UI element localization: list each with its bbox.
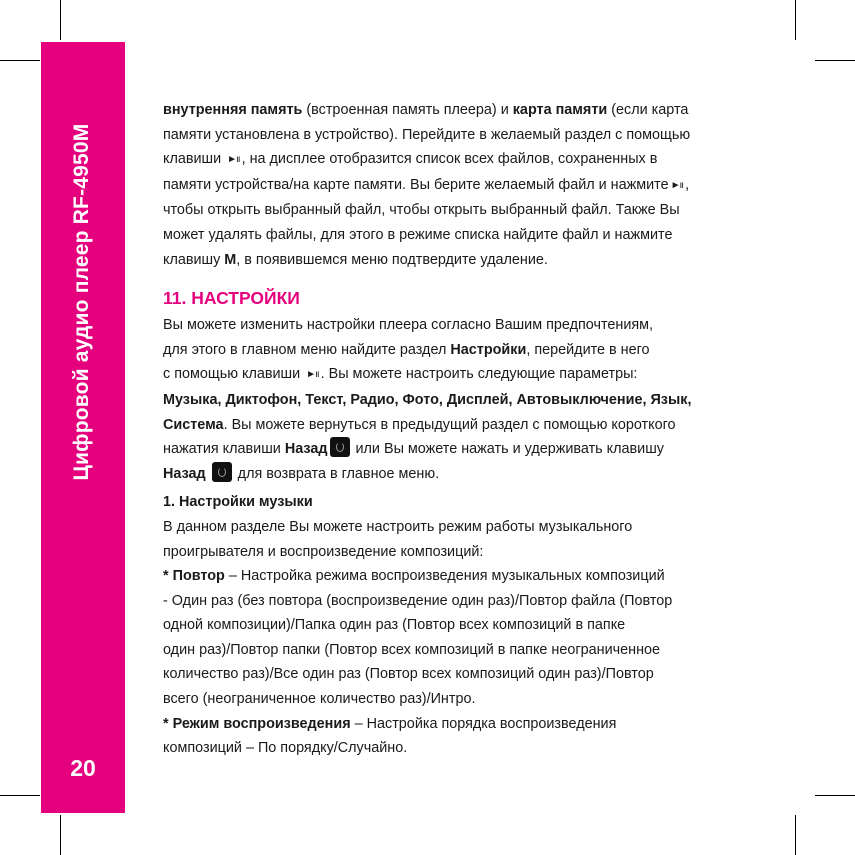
music-line: всего (неограниченное количество раз)/Интро. [163, 691, 476, 708]
page-number: 20 [70, 755, 96, 781]
text-span: . Вы можете настроить следующие параметры: [320, 366, 638, 383]
text-span: . Вы можете вернуться в предыдущий раздел с помощью короткого [223, 416, 676, 433]
internal-memory-term: внутренняя память [163, 102, 303, 118]
crop-mark [0, 60, 40, 61]
text-span: для этого в главном меню найдите раздел [163, 341, 451, 358]
intro-line: памяти установлена в устройство). Перейдите в желаемый раздел с помощью [163, 126, 691, 143]
text-span: , в появившемся меню подтвердите удаление. [236, 251, 548, 268]
settings-line [163, 437, 763, 462]
settings-line [163, 362, 763, 388]
text-span: с помощью клавиши [163, 366, 305, 383]
intro-line: может удалять файлы, для этого в режиме списка найдите файл и нажмите [163, 226, 673, 243]
intro-line [163, 173, 763, 199]
text-span: – Настройка режима воспроизведения музыкальных композиций [224, 568, 665, 585]
page-content [163, 98, 763, 761]
settings-line [163, 413, 763, 438]
settings-heading: 11. НАСТРОЙКИ [163, 288, 300, 309]
back-icon [330, 437, 350, 457]
music-line: проигрывателя и воспроизведение композиций: [163, 543, 484, 560]
text-span: , [685, 176, 690, 193]
back-term: Назад [284, 441, 328, 458]
settings-line [163, 462, 763, 487]
music-line: композиций – По порядку/Случайно. [163, 740, 408, 757]
m-key-term: M [224, 251, 237, 268]
play-pause-icon: ►ıı [306, 369, 319, 381]
settings-line: Вы можете изменить настройки плеера согласно Вашим предпочтениям, [163, 317, 654, 334]
text-span: , перейдите в него [526, 341, 650, 358]
text-span: или Вы можете нажать и удерживать клавишу [351, 441, 664, 458]
play-pause-icon: ►ıı [670, 179, 684, 191]
intro-line [163, 147, 763, 173]
settings-params-line: Музыка, Диктофон, Текст, Радио, Фото, Дисплей, Автовыключение, Язык, [163, 391, 692, 408]
crop-mark [815, 795, 855, 796]
music-settings-heading: 1. Настройки музыки [163, 494, 313, 511]
settings-line [163, 338, 763, 363]
text-span: памяти устройства/на карте памяти. Вы берите желаемый файл и нажмите [163, 176, 669, 193]
intro-line: чтобы открыть выбранный файл, чтобы открыть выбранный файл. Также Вы [163, 202, 680, 219]
music-line [163, 564, 763, 589]
intro-line [163, 248, 763, 273]
text-span: – Настройка порядка воспроизведения [350, 715, 617, 732]
music-line: - Один раз (без повтора (воспроизведение один раз)/Повтор файла (Повтор [163, 592, 673, 609]
back-icon [212, 462, 232, 482]
text-span: клавиши [163, 151, 226, 168]
intro-line [163, 98, 763, 123]
text-span: для возврата в главное меню. [233, 465, 440, 482]
crop-mark [60, 0, 61, 40]
text-span: нажатия клавиши [163, 441, 285, 458]
memory-card-term: карта памяти [512, 102, 608, 118]
crop-mark [795, 815, 796, 855]
text-span: (если карта [607, 102, 689, 118]
crop-mark [60, 815, 61, 855]
repeat-term: * Повтор [163, 568, 225, 585]
play-pause-icon: ►ıı [227, 154, 240, 166]
music-line: В данном разделе Вы можете настроить режим работы музыкального [163, 518, 633, 535]
crop-mark [815, 60, 855, 61]
crop-mark [795, 0, 796, 40]
text-span: , на дисплее отобразится список всех файлов, сохраненных в [241, 151, 658, 168]
music-line [163, 712, 763, 737]
system-term: Система [163, 416, 224, 433]
playback-mode-term: * Режим воспроизведения [163, 715, 351, 732]
sidebar-title: Цифровой аудио плеер RF-4950M [70, 123, 93, 481]
text-span: клавишу [163, 251, 225, 268]
music-line: одной композиции)/Папка один раз (Повтор всех композиций в папке [163, 617, 626, 634]
back-term: Назад [163, 465, 206, 482]
settings-term: Настройки [450, 341, 527, 358]
music-line: один раз)/Повтор папки (Повтор всех композиций в папке неограниченное [163, 641, 661, 658]
music-line: количество раз)/Все один раз (Повтор всех композиций один раз)/Повтор [163, 666, 654, 683]
crop-mark [0, 795, 40, 796]
text-span: (встроенная память плеера) и [302, 102, 513, 118]
